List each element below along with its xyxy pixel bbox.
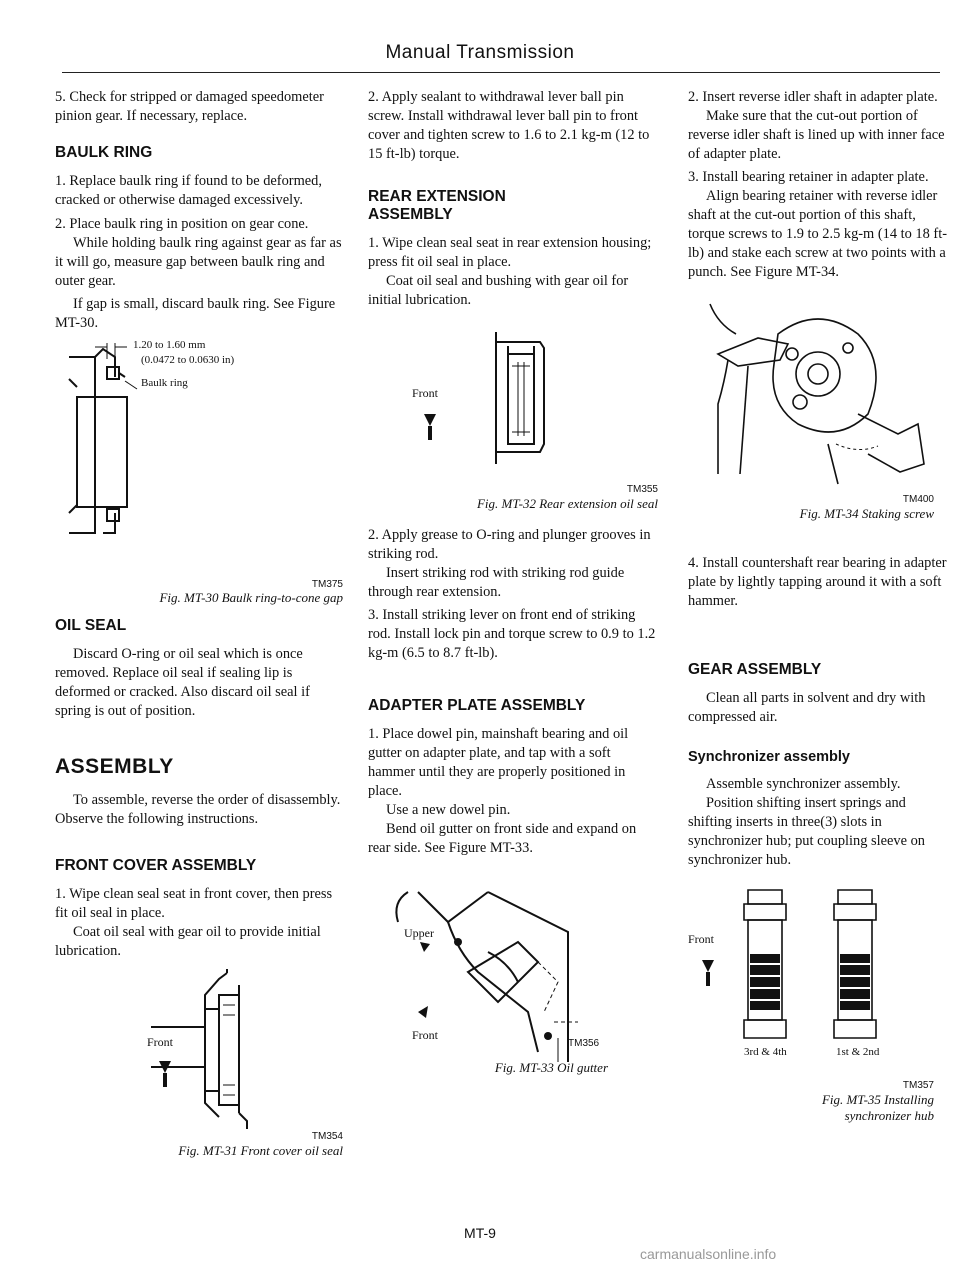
baulk-ring-diagram: [55, 337, 343, 557]
fig30-dim-mm: 1.20 to 1.60 mm: [133, 339, 206, 351]
front-step-1a: Coat oil seal with gear oil to provide initial lubrication.: [55, 924, 321, 959]
adapter-step-2: 2. Insert reverse idler shaft in adapter plate.: [688, 89, 938, 105]
baulk-step-2: 2. Place baulk ring in position on gear cone.: [55, 216, 309, 232]
fig31-caption: Fig. MT-31 Front cover oil seal: [178, 1143, 343, 1158]
fig33-caption: Fig. MT-33 Oil gutter: [494, 1060, 608, 1075]
baulk-step-1: 1. Replace baulk ring if found to be deformed, cracked or otherwise damaged excessively.: [55, 173, 322, 208]
adapter-step-1a: Use a new dowel pin.: [386, 802, 511, 818]
fig35-label-1st-2nd: 1st & 2nd: [836, 1046, 880, 1058]
front-step-2: 2. Apply sealant to withdrawal lever ball pin screw. Install withdrawal lever ball pin to front cover and tighten screw to 1.6 to 2.1 kg-m (12 to 15 ft-lb) torque.: [368, 89, 650, 162]
front-step-1: 1. Wipe clean seal seat in front cover, then press fit oil seal in place.: [55, 886, 333, 921]
adapter-step-1: 1. Place dowel pin, mainshaft bearing and oil gutter on adapter plate, and tap with a soft hammer until they are properly positioned in place.: [368, 726, 629, 799]
heading-rear-extension-assembly: REAR EXTENSION ASSEMBLY: [368, 188, 506, 223]
page-header: Manual Transmission: [385, 42, 575, 63]
baulk-step-2b: If gap is small, discard baulk ring. See Figure MT-30.: [55, 296, 336, 331]
sync-text-2: Position shifting insert springs and shifting inserts in three(3) slots in synchronizer hub; put coupling sleeve on synchronizer hub.: [688, 795, 925, 868]
fig34-caption: Fig. MT-34 Staking screw: [799, 506, 934, 521]
page-number: MT-9: [464, 1225, 496, 1241]
rear-step-2: 2. Apply grease to O-ring and plunger grooves in striking rod.: [368, 527, 651, 562]
heading-assembly: ASSEMBLY: [55, 755, 174, 778]
fig30-dim-in: (0.0472 to 0.0630 in): [141, 354, 235, 366]
synchronizer-hub-diagram: [688, 880, 948, 1060]
rear-step-3: 3. Install striking lever on front end of striking rod. Install lock pin and torque screw to 0.9 to 1.2 kg-m (6.5 to 8.7 ft-lb).: [368, 607, 656, 661]
figure-mt-32: [368, 314, 658, 514]
front-cover-diagram: [55, 965, 343, 1135]
figure-mt-30: [55, 337, 343, 607]
watermark: carmanualsonline.info: [640, 1246, 777, 1262]
fig31-front-label: Front: [147, 1035, 174, 1049]
fig35-label-3rd-4th: 3rd & 4th: [744, 1046, 787, 1058]
heading-adapter-plate-assembly: ADAPTER PLATE ASSEMBLY: [368, 697, 586, 714]
heading-synchronizer-assembly: Synchronizer assembly: [688, 749, 850, 765]
fig30-caption: Fig. MT-30 Baulk ring-to-cone gap: [159, 590, 343, 605]
rear-step-1: 1. Wipe clean seal seat in rear extension housing; press fit oil seal in place.: [368, 235, 652, 270]
rear-step-2a: Insert striking rod with striking rod guide through rear extension.: [368, 565, 625, 600]
fig33-code: TM356: [568, 1038, 600, 1049]
rear-step-1a: Coat oil seal and bushing with gear oil for initial lubrication.: [368, 273, 629, 308]
figure-mt-31: [55, 965, 343, 1161]
fig35-front-label: Front: [688, 932, 715, 946]
fig32-front-label: Front: [412, 386, 439, 400]
sync-text-1: Assemble synchronizer assembly.: [706, 776, 901, 792]
figure-mt-33: [368, 862, 658, 1092]
fig32-code: TM355: [626, 484, 658, 495]
adapter-step-3a: Align bearing retainer with reverse idler shaft at the cut-out portion of this shaft, torque screws to 1.9 to 2.5 kg-m (14 to 18 ft-lb) and stake each screw at two points with a punch. See Figure MT-34.: [688, 188, 947, 280]
fig33-upper-label: Upper: [404, 926, 434, 940]
heading-baulk-ring: BAULK RING: [55, 144, 153, 161]
fig34-code: TM400: [902, 494, 934, 505]
figure-mt-35: [688, 880, 948, 1130]
fig31-code: TM354: [311, 1131, 343, 1142]
fig35-code: TM357: [902, 1080, 934, 1091]
fig30-baulk-ring-label: Baulk ring: [141, 377, 188, 389]
fig32-caption: Fig. MT-32 Rear extension oil seal: [476, 496, 658, 511]
adapter-step-1b: Bend oil gutter on front side and expand on rear side. See Figure MT-33.: [368, 821, 637, 856]
fig33-front-label: Front: [412, 1028, 439, 1042]
figure-mt-34: [688, 294, 948, 544]
column-1: [55, 88, 343, 1161]
fig30-code: TM375: [311, 579, 343, 590]
column-3: [688, 88, 948, 1130]
heading-front-cover-assembly: FRONT COVER ASSEMBLY: [55, 857, 257, 874]
step-5-text: 5. Check for stripped or damaged speedometer pinion gear. If necessary, replace.: [55, 89, 324, 124]
assembly-text: To assemble, reverse the order of disassembly. Observe the following instructions.: [55, 792, 341, 827]
gear-assembly-text: Clean all parts in solvent and dry with compressed air.: [688, 690, 926, 725]
oil-seal-text: Discard O-ring or oil seal which is once removed. Replace oil seal if sealing lip is deformed or cracked. Also discard oil seal if spring is out of position.: [55, 646, 310, 719]
heading-gear-assembly: GEAR ASSEMBLY: [688, 661, 822, 678]
staking-screw-illustration: [688, 294, 948, 494]
adapter-step-2a: Make sure that the cut-out portion of reverse idler shaft is lined up with inner face of adapter plate.: [688, 108, 945, 162]
adapter-step-3: 3. Install bearing retainer in adapter plate.: [688, 169, 929, 185]
column-2: [368, 88, 658, 1092]
adapter-step-4: 4. Install countershaft rear bearing in adapter plate by lightly tapping around it with a soft hammer.: [688, 555, 947, 609]
header-rule: [62, 72, 940, 73]
heading-oil-seal: OIL SEAL: [55, 617, 127, 634]
fig35-caption: Fig. MT-35 Installing synchronizer hub: [821, 1092, 934, 1123]
baulk-step-2a: While holding baulk ring against gear as far as it will go, measure gap between baulk ring and outer gear.: [55, 235, 342, 289]
